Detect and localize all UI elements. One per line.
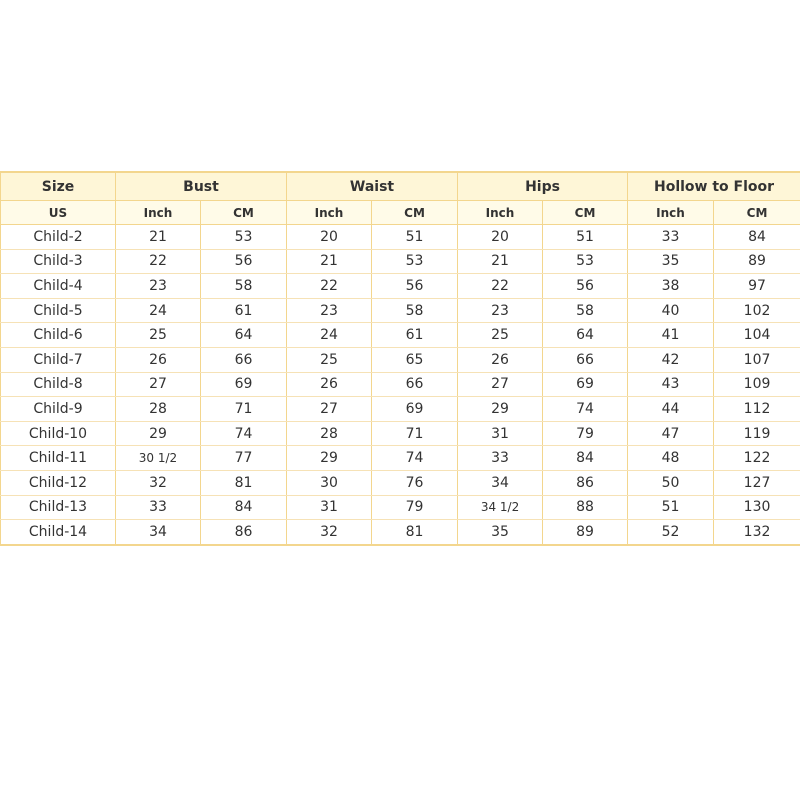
hips-cm-cell: 84 <box>543 446 628 471</box>
bust-group-header: Bust <box>116 172 287 201</box>
size-cell: Child-2 <box>1 225 116 250</box>
hips-inch-cell: 23 <box>458 298 543 323</box>
waist-cm-cell: 56 <box>372 274 458 299</box>
bust-cm-cell: 77 <box>201 446 287 471</box>
size-chart-table <box>0 171 800 546</box>
hollow-cm-cell: 112 <box>714 397 800 422</box>
bust-inch-cell: 24 <box>116 298 201 323</box>
bust-inch-header: Inch <box>116 201 201 225</box>
bust-cm-cell: 64 <box>201 323 287 348</box>
hips-group-header: Hips <box>458 172 628 201</box>
hollow-cm-cell: 130 <box>714 495 800 520</box>
size-cell: Child-6 <box>1 323 116 348</box>
hips-inch-cell: 21 <box>458 249 543 274</box>
bust-inch-cell: 27 <box>116 372 201 397</box>
size-cell: Child-10 <box>1 421 116 446</box>
hollow-inch-cell: 41 <box>628 323 714 348</box>
table-row <box>1 249 800 274</box>
hollow-cm-cell: 132 <box>714 520 800 545</box>
hips-cm-cell: 64 <box>543 323 628 348</box>
hollow-cm-header: CM <box>714 201 800 225</box>
hips-inch-header: Inch <box>458 201 543 225</box>
us-size-header: US <box>1 201 116 225</box>
hips-inch-cell: 26 <box>458 347 543 372</box>
hollow-cm-cell: 89 <box>714 249 800 274</box>
hollow-cm-cell: 102 <box>714 298 800 323</box>
bust-inch-cell: 30 1/2 <box>116 446 201 471</box>
waist-cm-cell: 58 <box>372 298 458 323</box>
size-cell: Child-14 <box>1 520 116 545</box>
bust-cm-cell: 71 <box>201 397 287 422</box>
waist-inch-cell: 26 <box>287 372 372 397</box>
size-cell: Child-13 <box>1 495 116 520</box>
hips-cm-cell: 86 <box>543 470 628 495</box>
hollow-inch-cell: 51 <box>628 495 714 520</box>
table-row <box>1 323 800 348</box>
waist-cm-cell: 71 <box>372 421 458 446</box>
waist-cm-cell: 74 <box>372 446 458 471</box>
hollow-inch-cell: 52 <box>628 520 714 545</box>
hips-inch-cell: 34 <box>458 470 543 495</box>
waist-inch-cell: 21 <box>287 249 372 274</box>
bust-cm-cell: 86 <box>201 520 287 545</box>
hips-cm-cell: 74 <box>543 397 628 422</box>
bust-cm-cell: 53 <box>201 225 287 250</box>
waist-inch-cell: 23 <box>287 298 372 323</box>
hollow-cm-cell: 107 <box>714 347 800 372</box>
size-cell: Child-12 <box>1 470 116 495</box>
hips-inch-cell: 35 <box>458 520 543 545</box>
table-row <box>1 274 800 299</box>
size-cell: Child-9 <box>1 397 116 422</box>
waist-inch-cell: 27 <box>287 397 372 422</box>
bust-cm-cell: 69 <box>201 372 287 397</box>
size-cell: Child-8 <box>1 372 116 397</box>
size-cell: Child-7 <box>1 347 116 372</box>
table-row <box>1 495 800 520</box>
hollow-cm-cell: 97 <box>714 274 800 299</box>
table-row <box>1 347 800 372</box>
waist-inch-cell: 25 <box>287 347 372 372</box>
table-row <box>1 397 800 422</box>
table-row <box>1 520 800 545</box>
waist-group-header: Waist <box>287 172 458 201</box>
size-cell: Child-3 <box>1 249 116 274</box>
hips-cm-header: CM <box>543 201 628 225</box>
waist-cm-cell: 76 <box>372 470 458 495</box>
hollow-cm-cell: 109 <box>714 372 800 397</box>
hips-inch-cell: 22 <box>458 274 543 299</box>
hips-cm-cell: 88 <box>543 495 628 520</box>
bust-inch-cell: 33 <box>116 495 201 520</box>
bust-inch-cell: 28 <box>116 397 201 422</box>
waist-cm-cell: 61 <box>372 323 458 348</box>
hollow-inch-header: Inch <box>628 201 714 225</box>
bust-cm-cell: 84 <box>201 495 287 520</box>
waist-inch-cell: 32 <box>287 520 372 545</box>
unit-header-row <box>1 201 800 225</box>
size-cell: Child-4 <box>1 274 116 299</box>
bust-inch-cell: 32 <box>116 470 201 495</box>
hips-cm-cell: 69 <box>543 372 628 397</box>
waist-inch-cell: 29 <box>287 446 372 471</box>
waist-inch-cell: 22 <box>287 274 372 299</box>
hollow-inch-cell: 44 <box>628 397 714 422</box>
waist-inch-cell: 30 <box>287 470 372 495</box>
hips-inch-cell: 34 1/2 <box>458 495 543 520</box>
hollow-cm-cell: 127 <box>714 470 800 495</box>
hollow-inch-cell: 35 <box>628 249 714 274</box>
waist-cm-cell: 65 <box>372 347 458 372</box>
hollow-cm-cell: 104 <box>714 323 800 348</box>
hollow-cm-cell: 119 <box>714 421 800 446</box>
hips-inch-cell: 27 <box>458 372 543 397</box>
hollow-inch-cell: 47 <box>628 421 714 446</box>
table-row <box>1 298 800 323</box>
waist-cm-cell: 79 <box>372 495 458 520</box>
bust-cm-cell: 58 <box>201 274 287 299</box>
hollow-to-floor-group-header: Hollow to Floor <box>628 172 800 201</box>
bust-inch-cell: 21 <box>116 225 201 250</box>
waist-cm-cell: 69 <box>372 397 458 422</box>
size-cell: Child-11 <box>1 446 116 471</box>
waist-cm-cell: 81 <box>372 520 458 545</box>
bust-inch-cell: 26 <box>116 347 201 372</box>
group-header-row <box>1 172 800 201</box>
table-row <box>1 225 800 250</box>
table-row <box>1 421 800 446</box>
waist-cm-cell: 66 <box>372 372 458 397</box>
bust-cm-header: CM <box>201 201 287 225</box>
waist-inch-cell: 28 <box>287 421 372 446</box>
bust-inch-cell: 25 <box>116 323 201 348</box>
hips-cm-cell: 66 <box>543 347 628 372</box>
bust-inch-cell: 22 <box>116 249 201 274</box>
hips-inch-cell: 25 <box>458 323 543 348</box>
table-row <box>1 446 800 471</box>
hollow-inch-cell: 40 <box>628 298 714 323</box>
waist-cm-header: CM <box>372 201 458 225</box>
size-cell: Child-5 <box>1 298 116 323</box>
bust-cm-cell: 74 <box>201 421 287 446</box>
hips-cm-cell: 56 <box>543 274 628 299</box>
bust-cm-cell: 61 <box>201 298 287 323</box>
bust-inch-cell: 29 <box>116 421 201 446</box>
waist-cm-cell: 53 <box>372 249 458 274</box>
hollow-inch-cell: 50 <box>628 470 714 495</box>
hips-cm-cell: 53 <box>543 249 628 274</box>
waist-inch-header: Inch <box>287 201 372 225</box>
hips-cm-cell: 51 <box>543 225 628 250</box>
hips-cm-cell: 79 <box>543 421 628 446</box>
size-group-header: Size <box>1 172 116 201</box>
waist-inch-cell: 20 <box>287 225 372 250</box>
hips-inch-cell: 33 <box>458 446 543 471</box>
hollow-inch-cell: 33 <box>628 225 714 250</box>
table-row <box>1 372 800 397</box>
hollow-inch-cell: 43 <box>628 372 714 397</box>
hollow-inch-cell: 48 <box>628 446 714 471</box>
hips-inch-cell: 31 <box>458 421 543 446</box>
bust-inch-cell: 34 <box>116 520 201 545</box>
hips-cm-cell: 58 <box>543 298 628 323</box>
bust-inch-cell: 23 <box>116 274 201 299</box>
hips-inch-cell: 20 <box>458 225 543 250</box>
hollow-inch-cell: 42 <box>628 347 714 372</box>
waist-inch-cell: 31 <box>287 495 372 520</box>
waist-inch-cell: 24 <box>287 323 372 348</box>
hips-cm-cell: 89 <box>543 520 628 545</box>
bust-cm-cell: 66 <box>201 347 287 372</box>
hollow-inch-cell: 38 <box>628 274 714 299</box>
hips-inch-cell: 29 <box>458 397 543 422</box>
bust-cm-cell: 81 <box>201 470 287 495</box>
hollow-cm-cell: 122 <box>714 446 800 471</box>
bust-cm-cell: 56 <box>201 249 287 274</box>
waist-cm-cell: 51 <box>372 225 458 250</box>
hollow-cm-cell: 84 <box>714 225 800 250</box>
table-row <box>1 470 800 495</box>
